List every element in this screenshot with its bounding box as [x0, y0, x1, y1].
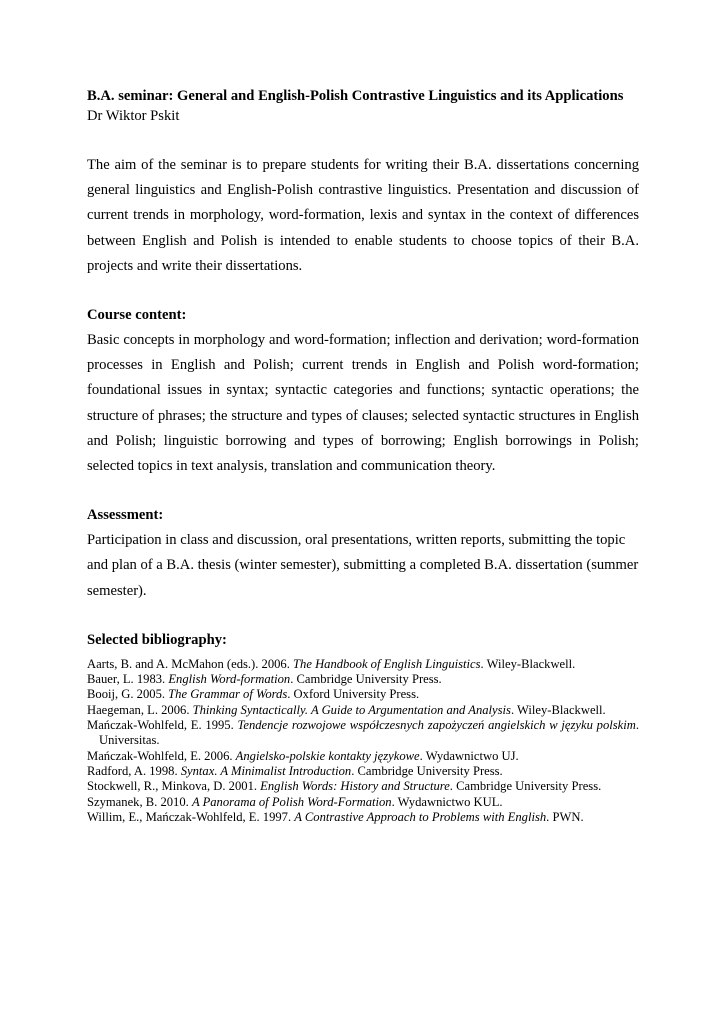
bibliography-entry	[87, 749, 639, 764]
bibliography-entry	[87, 810, 639, 825]
bibliography-entry	[87, 764, 639, 779]
assessment-heading: Assessment:	[87, 507, 164, 524]
entry-publisher: . PWN.	[546, 809, 584, 824]
entry-publisher: . Cambridge University Press.	[351, 763, 503, 778]
entry-title: The Grammar of Words	[168, 687, 288, 702]
entry-author-year: Radford, A. 1998.	[87, 763, 181, 778]
entry-author-year: Szymanek, B. 2010.	[87, 794, 192, 809]
entry-title: Thinking Syntactically. A Guide to Argumentation and Analysis	[192, 702, 511, 717]
bibliography-entry	[87, 795, 639, 810]
entry-author-year: Bauer, L. 1983.	[87, 672, 169, 687]
entry-title: English Word-formation	[168, 672, 291, 687]
bibliography-entry	[87, 657, 639, 672]
entry-author-year: Mańczak-Wohlfeld, E. 2006.	[87, 748, 236, 763]
entry-publisher: . Universitas.	[99, 718, 639, 748]
entry-publisher: . Cambridge University Press.	[290, 672, 442, 687]
entry-author-year: Stockwell, R., Minkova, D. 2001.	[87, 779, 261, 794]
document-page	[87, 86, 639, 825]
entry-title: Syntax. A Minimalist Introduction	[180, 763, 352, 778]
entry-publisher: . Cambridge University Press.	[449, 779, 602, 794]
entry-publisher: . Oxford University Press.	[287, 687, 420, 702]
course-content-paragraph: Basic concepts in morphology and word-formation; inflection and derivation; word-formation processes in English and Polish; current trends in English and Polish word-formation; foundational issues in syntax; syntactic categories and functions; syntactic operations; the structure of phrases; the structure and types of clauses; selected syntactic structures in English and Polish; linguistic borrowing and types of borrowing; English borrowings in Polish; selected topics in text analysis, translation and communication theory.	[87, 332, 639, 475]
bibliography-heading: Selected bibliography:	[87, 631, 227, 648]
bibliography-entry	[87, 718, 639, 749]
entry-title: A Contrastive Approach to Problems with English	[294, 809, 547, 824]
course-content-heading: Course content:	[87, 307, 187, 324]
entry-author-year: Booij, G. 2005.	[87, 687, 169, 702]
entry-author-year: Willim, E., Mańczak-Wohlfeld, E. 1997.	[87, 809, 295, 824]
entry-title: The Handbook of English Linguistics	[293, 656, 481, 671]
entry-publisher: . Wiley-Blackwell.	[480, 656, 576, 671]
entry-title: A Panorama of Polish Word-Formation	[191, 794, 392, 809]
intro-paragraph: The aim of the seminar is to prepare students for writing their B.A. dissertations concerning general linguistics and English-Polish contrastive linguistics. Presentation and discussion of current trends in morphology, word-formation, lexis and syntax in the context of differences between English and Polish is intended to enable students to choose topics of their B.A. projects and write their dissertations.	[87, 157, 639, 274]
entry-title: Angielsko-polskie kontakty językowe	[235, 748, 420, 763]
bibliography-list	[87, 657, 639, 825]
entry-author-year: Haegeman, L. 2006.	[87, 702, 193, 717]
bibliography-entry	[87, 672, 639, 687]
entry-publisher: . Wydawnictwo UJ.	[419, 748, 519, 763]
entry-title: Tendencje rozwojowe współczesnych zapożyczeń angielskich w języku polskim	[237, 718, 636, 733]
entry-title: English Words: History and Structure	[260, 779, 450, 794]
document-title: B.A. seminar: General and English-Polish Contrastive Linguistics and its Applications	[87, 88, 624, 104]
bibliography-entry	[87, 779, 639, 794]
bibliography-entry	[87, 687, 639, 702]
bibliography-entry	[87, 703, 639, 718]
entry-publisher: . Wydawnictwo KUL.	[391, 794, 503, 809]
entry-author-year: Aarts, B. and A. McMahon (eds.). 2006.	[87, 656, 294, 671]
entry-publisher: . Wiley-Blackwell.	[510, 702, 606, 717]
assessment-paragraph: Participation in class and discussion, oral presentations, written reports, submitting the topic and plan of a B.A. thesis (winter semester), submitting a completed B.A. dissertation (summer semester).	[87, 532, 639, 599]
document-author: Dr Wiktor Pskit	[87, 108, 180, 124]
entry-author-year: Mańczak-Wohlfeld, E. 1995.	[87, 718, 238, 733]
